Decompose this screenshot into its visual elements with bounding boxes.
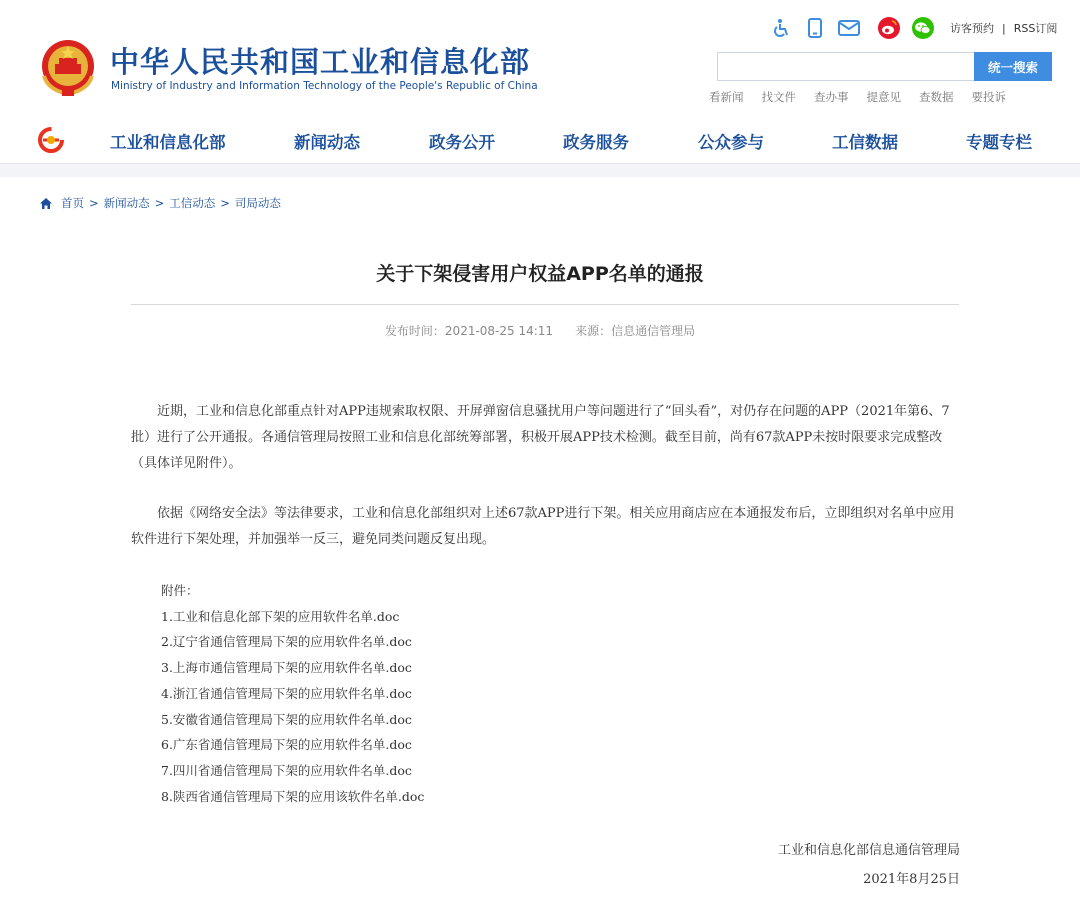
attachments-label: 附件： [161, 583, 199, 598]
nav-item-ministry[interactable]: 工业和信息化部 [110, 133, 226, 152]
quick-link-documents[interactable]: 找文件 [761, 90, 796, 104]
quick-link-feedback[interactable]: 提意见 [866, 90, 901, 104]
miit-logo-icon[interactable] [37, 126, 65, 154]
breadcrumb-separator: > [154, 196, 165, 210]
nav-item-government-affairs[interactable]: 政务公开 [429, 133, 495, 152]
publish-time: 发布时间：2021-08-25 14:11 [384, 324, 554, 338]
search-input[interactable] [717, 52, 975, 81]
site-header [0, 0, 1080, 120]
breadcrumb-separator: > [220, 196, 230, 210]
article-source: 来源：信息通信管理局 [575, 324, 696, 338]
title-divider [131, 304, 959, 305]
attachment-link[interactable]: 3.上海市通信管理局下架的应用软件名单.doc [161, 660, 412, 676]
national-emblem-icon[interactable] [38, 36, 98, 98]
nav-divider-bar [0, 163, 1080, 177]
home-icon [39, 197, 53, 210]
article-paragraph: 依据《网络安全法》等法律要求，工业和信息化部组织对上述67款APP进行下架。相关应用商店应在本通报发布后，立即组织对名单中应用软件进行下架处理，并加强举一反三，避免同类问题反复出现。 [131, 506, 955, 547]
quick-link-services[interactable]: 查办事 [814, 90, 849, 104]
wechat-icon[interactable] [910, 15, 936, 41]
attachment-link[interactable]: 8.陕西省通信管理局下架的应用该软件名单.doc [161, 788, 425, 804]
top-utility-bar [768, 14, 1057, 42]
article-paragraph: 近期，工业和信息化部重点针对APP违规索取权限、开屏弹窗信息骚扰用户等问题进行了“回头看”，对仍存在问题的APP（2021年第6、7批）进行了公开通报。各通信管理局按照工业和信息化部统筹部署，积极开展APP技术检测。截至目前，尚有67款APP未按时限要求完成整改（具体详见附件）。 [131, 404, 950, 471]
accessibility-icon[interactable] [768, 15, 794, 41]
breadcrumb-department-news[interactable]: 司局动态 [234, 196, 281, 210]
unified-search-button[interactable]: 统一搜索 [974, 52, 1052, 81]
nav-item-news[interactable]: 新闻动态 [294, 133, 360, 152]
breadcrumb-news[interactable]: 新闻动态 [103, 196, 150, 210]
attachment-link[interactable]: 4.浙江省通信管理局下架的应用软件名单.doc [161, 685, 412, 701]
quick-link-complaint[interactable]: 要投诉 [971, 90, 1006, 104]
visit-booking-link[interactable]: 访客预约 [950, 22, 994, 35]
quick-link-news[interactable]: 看新闻 [709, 90, 744, 104]
breadcrumb-separator: > [89, 196, 99, 210]
breadcrumb [39, 195, 281, 211]
attachment-link[interactable]: 7.四川省通信管理局下架的应用软件名单.doc [161, 762, 412, 778]
weibo-icon[interactable] [876, 15, 902, 41]
signature-date: 2021年8月25日 [863, 872, 960, 887]
quick-link-data[interactable]: 查数据 [919, 90, 954, 104]
signature-org: 工业和信息化部信息通信管理局 [777, 843, 960, 858]
nav-item-public-participation[interactable]: 公众参与 [698, 133, 764, 152]
main-nav [0, 120, 1080, 165]
attachment-link[interactable]: 5.安徽省通信管理局下架的应用软件名单.doc [161, 711, 412, 727]
top-link-separator: | [1002, 21, 1006, 35]
rss-link[interactable]: RSS订阅 [1013, 22, 1058, 35]
attachment-link[interactable]: 2.辽宁省通信管理局下架的应用软件名单.doc [161, 634, 412, 650]
attachment-link[interactable]: 1.工业和信息化部下架的应用软件名单.doc [161, 608, 400, 624]
article-title: 关于下架侵害用户权益APP名单的通报 [376, 263, 704, 285]
mail-icon[interactable] [836, 15, 862, 41]
signature-block [778, 836, 960, 894]
site-subtitle: Ministry of Industry and Information Technology of the People's Republic of China [111, 80, 538, 92]
attachments-list [161, 578, 424, 809]
quick-links [709, 89, 1024, 105]
site-title[interactable]: 中华人民共和国工业和信息化部 [110, 45, 531, 79]
breadcrumb-home[interactable]: 首页 [61, 196, 84, 210]
attachment-link[interactable]: 6.广东省通信管理局下架的应用软件名单.doc [161, 737, 412, 753]
nav-item-data[interactable]: 工信数据 [832, 133, 898, 152]
nav-item-special-topics[interactable]: 专题专栏 [966, 133, 1032, 152]
nav-item-government-services[interactable]: 政务服务 [563, 133, 629, 152]
mobile-icon[interactable] [802, 15, 828, 41]
article-meta [0, 322, 1080, 339]
breadcrumb-ministry-news[interactable]: 工信动态 [169, 196, 216, 210]
